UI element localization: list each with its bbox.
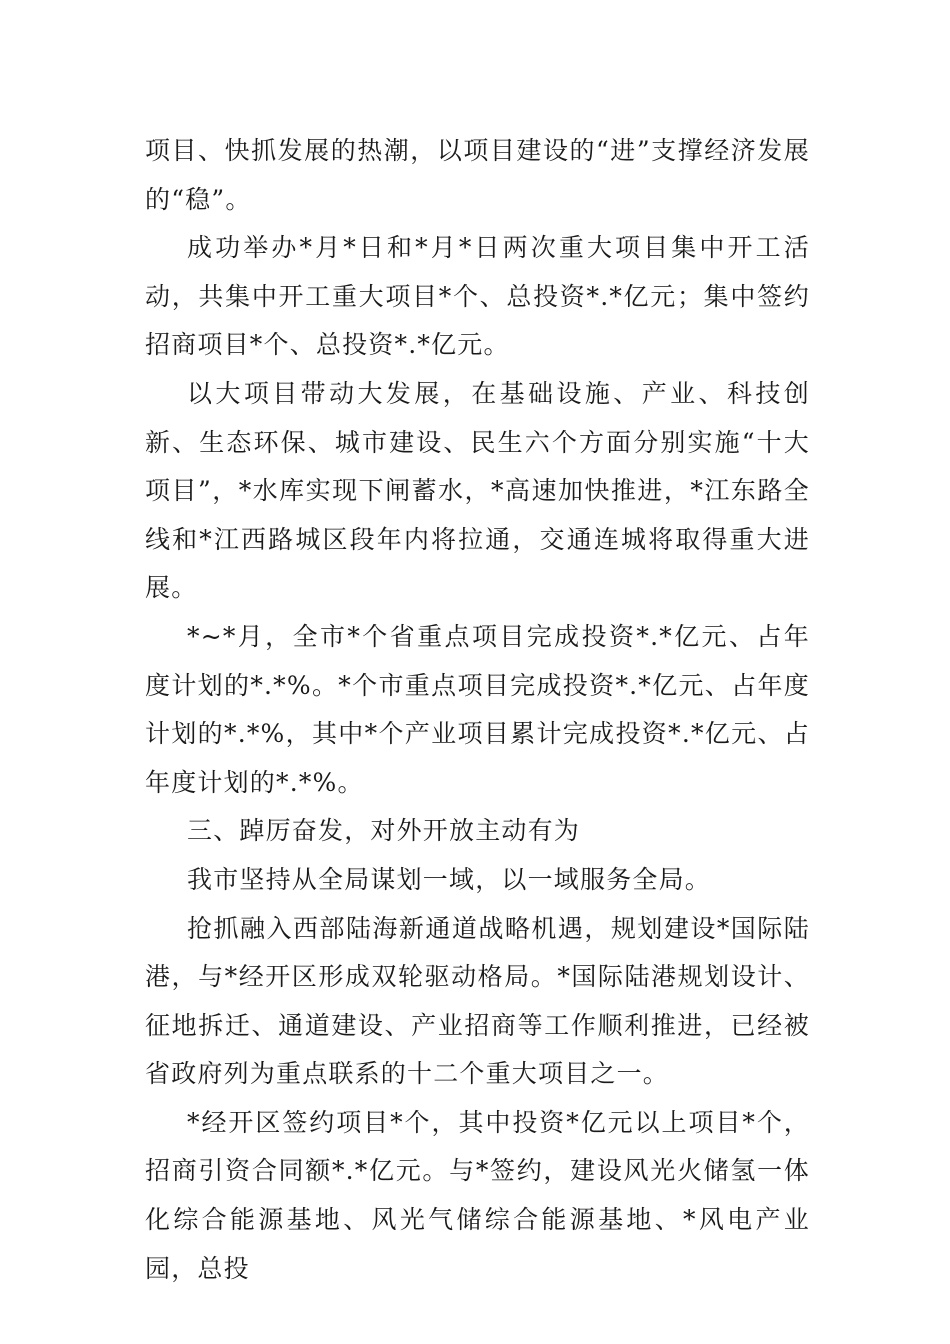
paragraph-groundbreaking-events: 成功举办*月*日和*月*日两次重大项目集中开工活动，共集中开工重大项目*个、总投资*.*亿元；集中签约招商项目*个、总投资*.*亿元。 xyxy=(145,233,810,360)
paragraph-development-zone: *经开区签约项目*个，其中投资*亿元以上项目*个，招商引资合同额*.*亿元。与*签约，建设风光火储氢一体化综合能源基地、风光气储综合能源基地、*风电产业园，总投 xyxy=(145,1107,810,1283)
paragraph-investment-progress: *~*月，全市*个省重点项目完成投资*.*亿元、占年度计划的*.*%。*个市重点项目完成投资*.*亿元、占年度计划的*.*%，其中*个产业项目累计完成投资*.*亿元、占年度计划的*.*%。 xyxy=(145,621,810,797)
document-body xyxy=(145,127,810,1293)
paragraph-major-projects: 以大项目带动大发展，在基础设施、产业、科技创新、生态环保、城市建设、民生六个方面分别实施“十大项目”，*水库实现下闸蓄水，*高速加快推进，*江东路全线和*江西路城区段年内将拉通，交通连城将取得重大进展。 xyxy=(145,378,810,603)
section-heading-opening-up: 三、踔厉奋发，对外开放主动有为 xyxy=(187,816,581,846)
paragraph-continuation: 项目、快抓发展的热潮，以项目建设的“进”支撑经济发展的“稳”。 xyxy=(145,136,810,214)
paragraph-land-port: 抢抓融入西部陆海新通道战略机遇，规划建设*国际陆港，与*经开区形成双轮驱动格局。*国际陆港规划设计、征地拆迁、通道建设、产业招商等工作顺利推进，已经被省政府列为重点联系的十二个重大项目之一。 xyxy=(145,913,810,1089)
paragraph-overall-strategy: 我市坚持从全局谋划一域，以一域服务全局。 xyxy=(187,864,712,894)
